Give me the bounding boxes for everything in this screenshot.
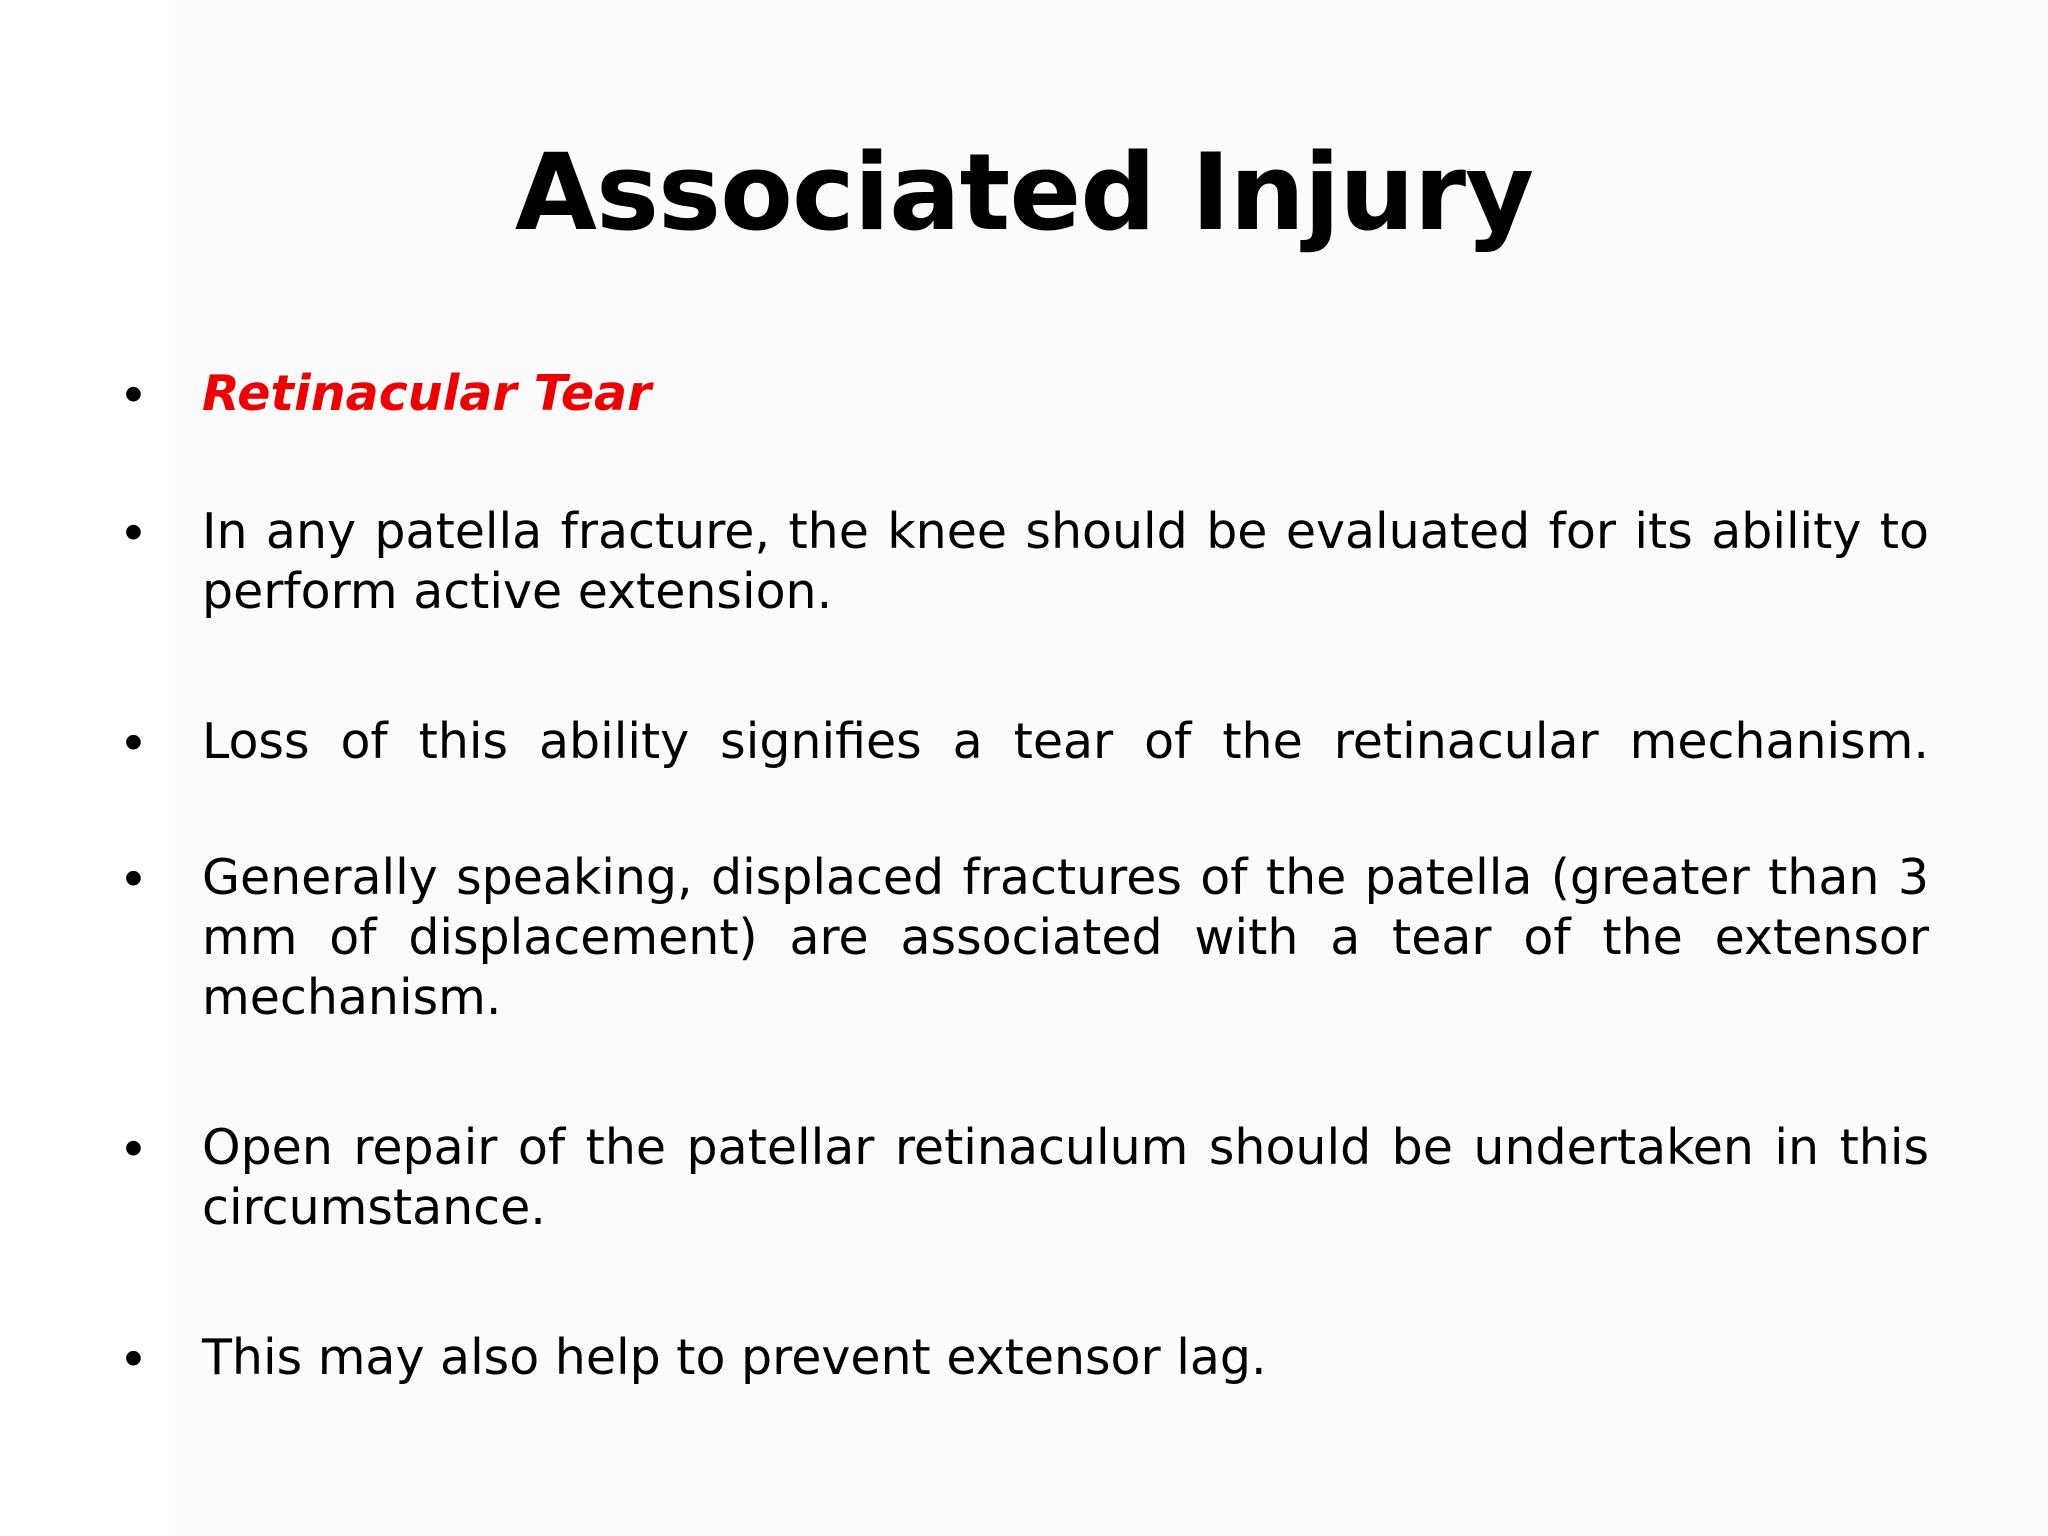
- bullet-item: [124, 712, 1929, 772]
- bullet-dot: •: [124, 1328, 143, 1388]
- bullet-item-retinacular-tear: [124, 364, 1929, 424]
- bullet-text: Open repair of the patellar retinaculum should be undertaken in this circumstance.: [202, 1119, 1929, 1236]
- bullet-item: [124, 502, 1929, 622]
- bullet-item: [124, 1328, 1929, 1388]
- bullet-text: In any patella fracture, the knee should be evaluated for its ability to perform active extension.: [202, 503, 1929, 620]
- bullet-dot: •: [124, 502, 143, 562]
- slide-title: Associated Injury: [514, 131, 1534, 254]
- bullet-text: Loss of this ability signifies a tear of the retinacular mechanism.: [202, 713, 1929, 770]
- bullet-item: [124, 1118, 1929, 1238]
- bullet-text: Generally speaking, displaced fractures of the patella (greater than 3 mm of displacement) are associated with a tear of the extensor mechanism.: [202, 849, 1929, 1026]
- bullet-dot: •: [124, 1118, 143, 1178]
- bullet-heading: Retinacular Tear: [202, 365, 652, 422]
- bullet-text: This may also help to prevent extensor lag.: [202, 1329, 1267, 1386]
- bullet-dot: •: [124, 712, 143, 772]
- bullet-dot: •: [124, 364, 143, 424]
- bullet-item: [124, 848, 1929, 1028]
- bullet-dot: •: [124, 848, 143, 908]
